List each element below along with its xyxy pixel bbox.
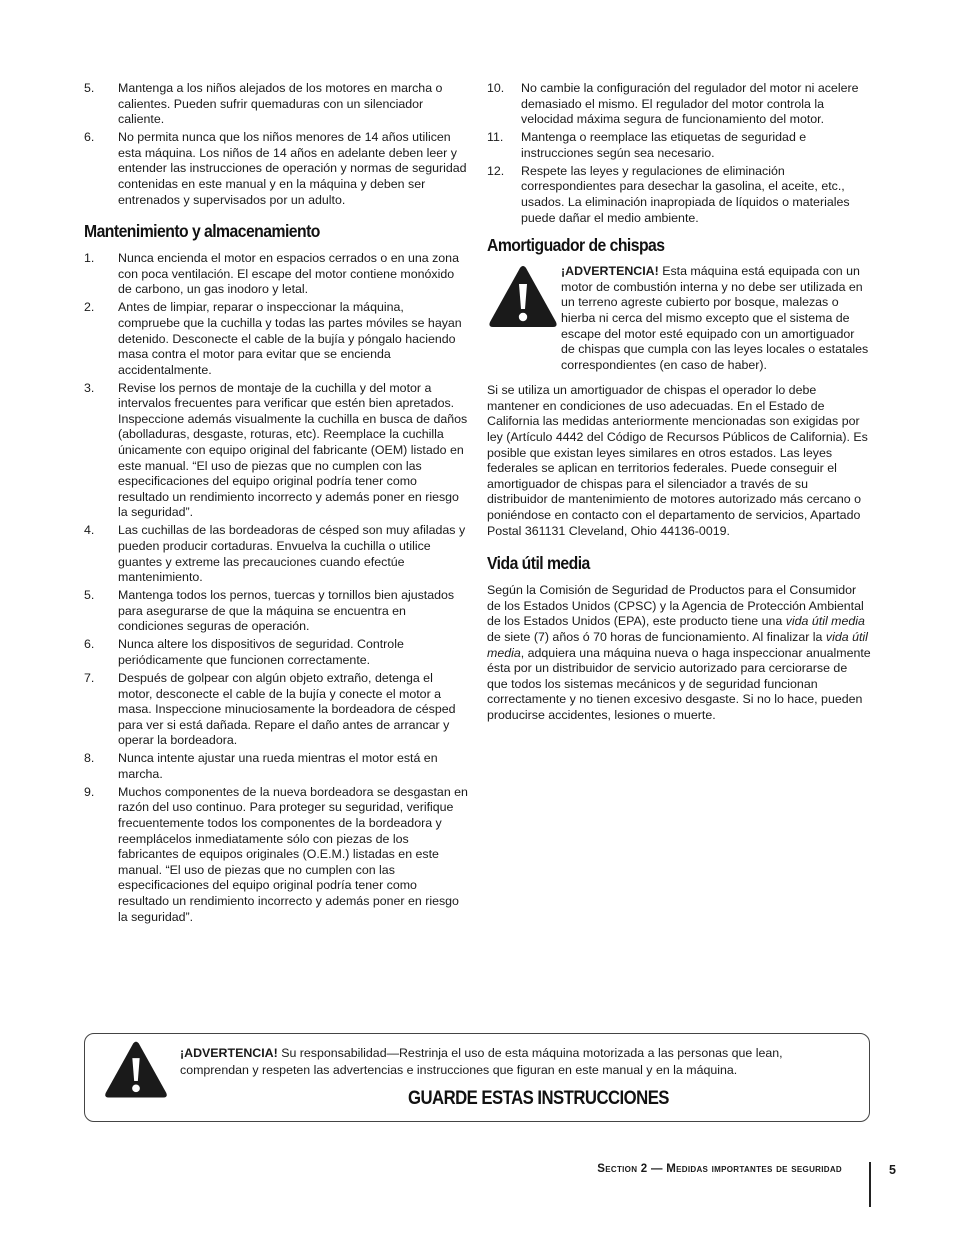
save-instructions-heading: GUARDE ESTAS INSTRUCCIONES [408,1088,669,1109]
list-item-text: Mantenga o reemplace las etiquetas de seguridad e instrucciones según sea necesario. [521,130,807,160]
list-item-number: 6. [84,130,95,145]
list-item [84,671,468,749]
intro-list-right [487,81,871,226]
list-item-number: 5. [84,588,95,603]
maintenance-heading: Mantenimiento y almacenamiento [84,221,320,242]
list-item [84,523,468,585]
right-column [487,81,871,724]
list-item-number: 5. [84,81,95,95]
list-item-number: 10. [487,81,505,95]
list-item-number: 4. [84,523,95,538]
list-item-text: Revise los pernos de montaje de la cuchilla y del motor a intervalos frecuentes para verificar que estén bien apretados. Inspeccione además visualmente la cuchilla en busca de daños (abolladuras, desgaste, roturas, etc). Reemplace la cuchilla únicamente con equipo original del fabricante (OEM) listado en este manual. “El uso de piezas que no cumplen con las especificaciones del equipo original podría tener como resultado un rendimiento incorrecto y además poner en riesgo la seguridad”. [118,380,468,520]
responsibility-notice-box [84,1033,870,1122]
list-item [487,81,871,128]
spark-arrester-heading: Amortiguador de chispas [487,235,665,256]
list-item-number: 8. [84,751,95,766]
list-item-number: 11. [487,130,504,145]
average-useful-life-heading: Vida útil media [487,553,590,574]
page-number: 5 [889,1163,896,1177]
list-item [84,588,468,635]
life-emphasis-1: vida útil media [785,614,865,629]
notice-body: Su responsabilidad—Restrinja el uso de esta máquina motorizada a las personas que lean, comprendan y respeten las advertencias e instrucciones que figuran en este manual y en la máquina. [180,1046,783,1077]
life-text-2: de siete (7) años ó 70 horas de funcionamiento. Al finalizar la [487,630,826,644]
list-item [84,130,468,208]
list-item-text: Nunca intente ajustar una rueda mientras el motor está en marcha. [118,751,438,781]
list-item-number: 12. [487,163,505,178]
spark-warning-body: Esta máquina está equipada con un motor de combustión interna y no debe ser utilizada en un terreno agreste cubierto por bosque, malezas o hierba ni cerca del mismo excepto que el sistema de escape del motor esté equipado con un amortiguador de chispas que cumpla con las leyes locales o estatales correspondientes (en caso de haber). [561,264,869,372]
maintenance-list [84,251,468,925]
list-item-text: Mantenga todos los pernos, tuercas y tornillos bien ajustados para asegurarse de que la máquina se encuentra en condiciones seguras de operación. [118,588,455,634]
list-item-number: 3. [84,380,95,395]
list-item [84,637,468,668]
list-item-number: 9. [84,784,95,799]
section-footer-title: Section 2 — Medidas importantes de seguridad [597,1163,842,1175]
spark-warning-label: ¡ADVERTENCIA! [561,264,659,279]
warning-triangle-icon [487,265,559,329]
list-item-number: 7. [84,670,95,685]
spark-warning [487,265,871,373]
warning-triangle-icon [103,1040,169,1100]
spark-arrester-paragraph: Si se utiliza un amortiguador de chispas el operador lo debe mantener en condiciones de uso adecuadas. En el Estado de California las medidas anteriormente mencionadas son exigidas por ley (Artículo 4442 del Código de Recursos Públicos de California). Es posible que existan leyes similares en otros estados. Las leyes federales se aplican en territorios federales. Puede conseguir el amortiguador de chispas para el silenciador a través de su distribuidor de mantenimiento de motores autorizado más cercano o poniéndose en contacto con el departamento de servicios, Apartado Postal 361131 Cleveland, Ohio 44136-0019. [487,383,868,538]
list-item-number: 2. [84,300,95,315]
list-item [84,785,468,925]
list-item [84,381,468,521]
list-item [84,300,468,378]
list-item-text: No cambie la configuración del regulador del motor ni acelere demasiado el mismo. El regulador del motor controla la velocidad máxima segura de funcionamiento del motor. [521,81,859,127]
list-item-text: Después de golpear con algún objeto extraño, detenga el motor, desconecte el cable de la bujía y conecte el motor a masa. Inspeccione minuciosamente la bordeadora de césped para ver si está dañada. Repare el daño antes de arrancar y operar la bordeadora. [118,670,456,748]
list-item-text: Nunca altere los dispositivos de seguridad. Controle periódicamente que funcionen correctamente. [118,637,404,667]
spark-warning-text [561,264,871,373]
left-column [84,81,468,928]
list-item-text: Respete las leyes y regulaciones de eliminación correspondientes para desechar la gasolina, el aceite, etc., usados. La eliminación inapropiada de líquidos o materiales puede dañar el medio ambiente. [521,163,850,225]
list-item [84,751,468,782]
notice-text [180,1045,840,1079]
list-item-text: No permita nunca que los niños menores de 14 años utilicen esta máquina. Los niños de 14 años en adelante deben leer y entender las instrucciones de operación y normas de seguridad contenidas en este manual y en la máquina y deben ser entrenados y supervisados por un adulto. [118,130,467,207]
list-item [487,130,871,161]
life-text-3: , adquiera una máquina nueva o haga inspeccionar anualmente ésta por un distribuidor de servicio autorizado para cerciorarse de que todos los sistemas mecánicos y de seguridad funcionan correctamente y no tienen excesivo desgaste. Si no lo hace, pueden producirse accidentes, lesiones o muerte. [487,645,871,722]
list-item [84,81,468,128]
footer-divider [869,1162,871,1207]
list-item [84,251,468,298]
average-useful-life-paragraph [487,583,871,723]
intro-list-left [84,81,468,208]
list-item-text: Muchos componentes de la nueva bordeadora se desgastan en razón del uso continuo. Para proteger su seguridad, verifique frecuentemente todos los componentes de la bordeadora y reemplácelos inmediatamente sólo con piezas de los fabricantes de equipos originales (O.E.M.) listadas en este manual. “El uso de piezas que no cumplen con las especificaciones del equipo original podría tener como resultado un rendimiento incorrecto y además poner en riesgo la seguridad”. [118,784,468,924]
list-item-number: 6. [84,637,95,652]
list-item-number: 1. [84,251,95,266]
list-item-text: Antes de limpiar, reparar o inspeccionar la máquina, compruebe que la cuchilla y todas las partes móviles se hayan detenido. Desconecte el cable de la bujía y póngalo haciendo masa contra el motor para evitar que se encienda accidentalmente. [118,300,462,377]
life-text-1: Según la Comisión de Seguridad de Productos para el Consumidor de los Estados Unidos (CPSC) y la Agencia de Protección Ambiental de los Estados Unidos (EPA), este producto tiene una [487,583,864,629]
list-item-text: Las cuchillas de las bordeadoras de césped son muy afiladas y pueden producir cortaduras. Envuelva la cuchilla o utilice guantes y extreme las precauciones cuando efectúe mantenimiento. [118,523,466,585]
list-item [487,164,871,226]
list-item-text: Mantenga a los niños alejados de los motores en marcha o calientes. Pueden sufrir quemaduras con un silenciador caliente. [118,81,443,127]
notice-label: ¡ADVERTENCIA! [180,1046,278,1060]
list-item-text: Nunca encienda el motor en espacios cerrados o en una zona con poca ventilación. El escape del motor contiene monóxido de carbono, un gas inodoro y letal. [118,251,459,297]
life-emphasis-2: vida útil media [487,630,868,660]
